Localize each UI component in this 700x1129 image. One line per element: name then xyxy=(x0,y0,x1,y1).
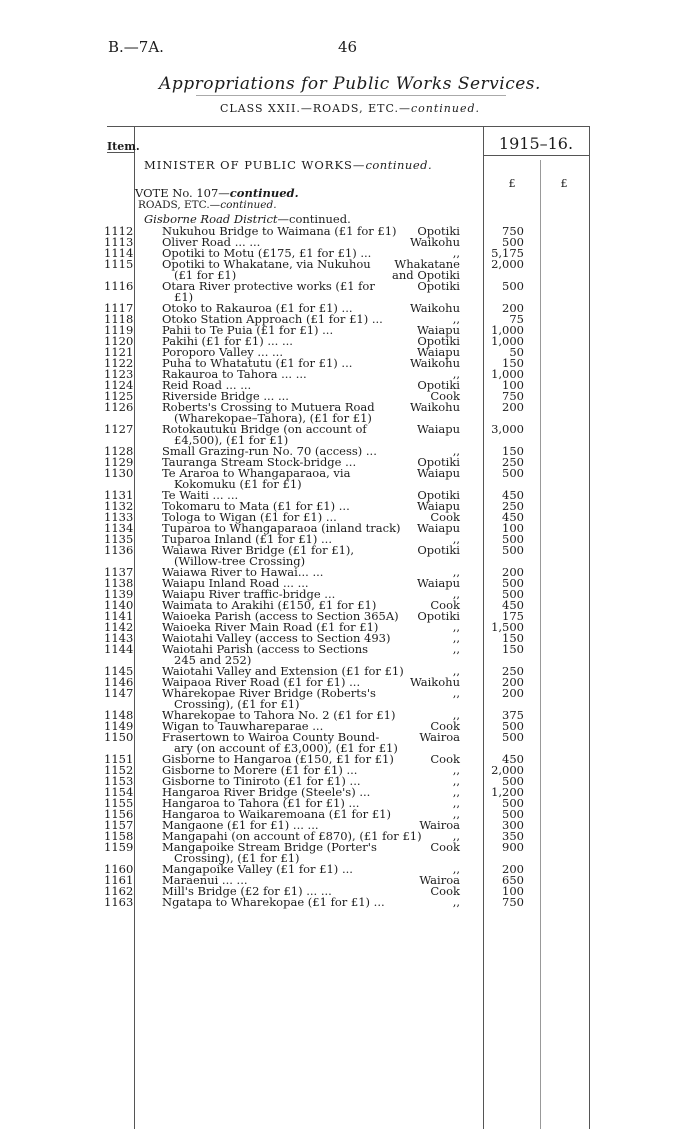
item-number: 1159 xyxy=(104,840,134,854)
item-description-line: Roberts's Crossing to Mutuera Road xyxy=(162,400,375,414)
item-description xyxy=(162,281,406,303)
amount-value: 300 xyxy=(502,818,524,832)
item-description-continuation: Crossing), (£1 for £1) xyxy=(174,851,300,865)
item-number: 1127 xyxy=(104,422,134,436)
electoral-district xyxy=(392,402,460,413)
item-number: 1155 xyxy=(104,796,134,810)
electoral-district-line: ,, xyxy=(452,763,460,777)
item-description-line: Waioeka River Main Road (£1 for £1) xyxy=(162,620,379,634)
amount-value: 500 xyxy=(502,466,524,480)
electoral-district xyxy=(392,237,460,248)
electoral-district-line: Waikohu xyxy=(409,675,460,689)
item-description-line: Opotiki to Motu (£175, £1 for £1) ... xyxy=(162,246,372,260)
amount-value: 250 xyxy=(502,664,524,678)
electoral-district-line: Wairoa xyxy=(419,730,460,744)
item-description-line: Mangapoike Stream Bridge (Porter's xyxy=(162,840,377,854)
item-number: 1128 xyxy=(104,444,134,458)
pound-unit-col2: £ xyxy=(560,177,568,190)
item-description-line: Hangaroa to Tahora (£1 for £1) ... xyxy=(162,796,360,810)
electoral-district-line: ,, xyxy=(452,620,460,634)
amount-value: 200 xyxy=(502,675,524,689)
item-description-line: Otoko to Rakauroa (£1 for £1) ... xyxy=(162,301,353,315)
minister-heading-continued: continued. xyxy=(365,158,433,172)
item-description xyxy=(162,545,406,567)
amount-value: 2,000 xyxy=(491,257,524,271)
electoral-district xyxy=(392,633,460,644)
amount-value: 100 xyxy=(502,521,524,535)
amount-value: 200 xyxy=(502,686,524,700)
class-heading-continued: continued. xyxy=(410,102,480,115)
amount-value: 175 xyxy=(502,609,524,623)
electoral-district-line: ,, xyxy=(452,664,460,678)
item-description-line: Waiotahi Valley and Extension (£1 for £1) xyxy=(162,664,404,678)
electoral-district xyxy=(392,468,460,479)
electoral-district-line: ,, xyxy=(452,796,460,810)
page-reference: B.—7A. xyxy=(108,38,164,56)
electoral-district-line: Waiapu xyxy=(417,576,460,590)
item-number: 1150 xyxy=(104,730,134,744)
year-column-header: 1915–16. xyxy=(498,134,574,153)
item-number: 1117 xyxy=(104,301,134,315)
item-description-continuation: Kokomuku (£1 for £1) xyxy=(174,477,302,491)
item-number: 1162 xyxy=(104,884,134,898)
item-number: 1134 xyxy=(104,521,134,535)
item-number: 1154 xyxy=(104,785,134,799)
item-description-line: Pakihi (£1 for £1) ... ... xyxy=(162,334,293,348)
item-number: 1145 xyxy=(104,664,134,678)
item-column-rule xyxy=(134,127,135,1129)
electoral-district-line: Cook xyxy=(430,598,460,612)
item-number: 1113 xyxy=(104,235,134,249)
amount-value: 450 xyxy=(502,510,524,524)
item-number: 1123 xyxy=(104,367,134,381)
item-description-line: Hangaroa to Waikaremoana (£1 for £1) xyxy=(162,807,391,821)
amount-column-rule-middle xyxy=(540,160,541,1129)
item-number: 1161 xyxy=(104,873,134,887)
electoral-district xyxy=(392,578,460,589)
table-top-rule xyxy=(107,126,590,127)
item-description-line: Riverside Bridge ... ... xyxy=(162,389,289,403)
electoral-district-line: Opotiki xyxy=(417,455,460,469)
item-number: 1131 xyxy=(104,488,134,502)
amount-value: 500 xyxy=(502,807,524,821)
year-head-rule xyxy=(484,155,590,156)
item-description-line: Gisborne to Hangaroa (£150, £1 for £1) xyxy=(162,752,394,766)
item-description-line: Te Waiti ... ... xyxy=(162,488,239,502)
electoral-district-line: Waiapu xyxy=(417,345,460,359)
electoral-district-line: Opotiki xyxy=(417,279,460,293)
amount-value: 3,000 xyxy=(491,422,524,436)
item-description xyxy=(162,644,406,666)
amount-value: 150 xyxy=(502,631,524,645)
item-description-continuation: (Wharekopae–Tahora), (£1 for £1) xyxy=(174,411,372,425)
electoral-district-line: Wairoa xyxy=(419,818,460,832)
electoral-district xyxy=(392,732,460,743)
electoral-district-line: Cook xyxy=(430,752,460,766)
amount-value: 1,200 xyxy=(491,785,524,799)
item-description-line: Mangapoike Valley (£1 for £1) ... xyxy=(162,862,353,876)
item-description-line: Waiawa River Bridge (£1 for £1), xyxy=(162,543,355,557)
amount-value: 150 xyxy=(502,356,524,370)
district-heading-text: Gisborne Road District xyxy=(144,212,278,226)
item-number: 1151 xyxy=(104,752,134,766)
electoral-district xyxy=(392,303,460,314)
amount-value: 500 xyxy=(502,543,524,557)
electoral-district-line: Opotiki xyxy=(417,224,460,238)
item-description-line: Frasertown to Wairoa County Bound- xyxy=(162,730,380,744)
item-description xyxy=(162,897,406,908)
item-description-line: Pahii to Te Puia (£1 for £1) ... xyxy=(162,323,334,337)
minister-heading xyxy=(144,158,432,172)
item-description-line: Gisborne to Morere (£1 for £1) ... xyxy=(162,763,358,777)
amount-value: 50 xyxy=(509,345,524,359)
electoral-district-line: Waikohu xyxy=(409,356,460,370)
electoral-district-line: Waiapu xyxy=(417,466,460,480)
electoral-district-line: ,, xyxy=(452,785,460,799)
pound-unit-col1: £ xyxy=(508,177,516,190)
electoral-district-line: Waiapu xyxy=(417,323,460,337)
electoral-district-line: Cook xyxy=(430,840,460,854)
item-description-line: Waipaoa River Road (£1 for £1) ... xyxy=(162,675,361,689)
item-description-line: Oliver Road ... ... xyxy=(162,235,261,249)
item-number: 1148 xyxy=(104,708,134,722)
page-title: Appropriations for Public Works Services. xyxy=(159,74,541,94)
electoral-district-line: ,, xyxy=(452,895,460,909)
electoral-district-line: Opotiki xyxy=(417,378,460,392)
item-description-line: Maraenui ... ... xyxy=(162,873,248,887)
electoral-district-line: ,, xyxy=(452,774,460,788)
electoral-district-line: ,, xyxy=(452,829,460,843)
electoral-district-line: ,, xyxy=(452,444,460,458)
electoral-district xyxy=(392,765,460,776)
electoral-district xyxy=(392,358,460,369)
item-description-line: Ngatapa to Wharekopae (£1 for £1) ... xyxy=(162,895,385,909)
item-description xyxy=(162,402,406,424)
amount-value: 350 xyxy=(502,829,524,843)
amount-value: 150 xyxy=(502,444,524,458)
amount-value: 500 xyxy=(502,532,524,546)
amount-value: 450 xyxy=(502,598,524,612)
item-description-line: Otoko Station Approach (£1 for £1) ... xyxy=(162,312,383,326)
item-description-line: Small Grazing-run No. 70 (access) ... xyxy=(162,444,377,458)
item-number: 1140 xyxy=(104,598,134,612)
electoral-district-line: ,, xyxy=(452,686,460,700)
electoral-district xyxy=(392,798,460,809)
item-description-line: Nukuhou Bridge to Waimana (£1 for £1) xyxy=(162,224,397,238)
electoral-district-line: ,, xyxy=(452,565,460,579)
item-description-line: Rakauroa to Tahora ... ... xyxy=(162,367,307,381)
electoral-district xyxy=(392,688,460,699)
electoral-district-line: Opotiki xyxy=(417,609,460,623)
item-description-line: Mangaone (£1 for £1) ... ... xyxy=(162,818,319,832)
amount-column-rule-right xyxy=(589,127,590,1129)
electoral-district xyxy=(392,281,460,292)
item-number: 1132 xyxy=(104,499,134,513)
item-number: 1116 xyxy=(104,279,134,293)
item-number: 1142 xyxy=(104,620,134,634)
electoral-district-line: Cook xyxy=(430,389,460,403)
item-description-line: Rotokautuku Bridge (on account of xyxy=(162,422,367,436)
electoral-district-line: Waiapu xyxy=(417,499,460,513)
item-number: 1141 xyxy=(104,609,134,623)
item-description xyxy=(162,468,406,490)
item-description-continuation: (Willow-tree Crossing) xyxy=(174,554,306,568)
amount-value: 500 xyxy=(502,576,524,590)
electoral-district-line: ,, xyxy=(452,631,460,645)
item-number: 1160 xyxy=(104,862,134,876)
item-number: 1114 xyxy=(104,246,134,260)
electoral-district-line: Wairoa xyxy=(419,873,460,887)
item-description xyxy=(162,732,406,754)
electoral-district-line: Opotiki xyxy=(417,543,460,557)
electoral-district-line: Waikohu xyxy=(409,235,460,249)
amount-value: 1,000 xyxy=(491,367,524,381)
amount-value: 500 xyxy=(502,235,524,249)
amount-value: 450 xyxy=(502,488,524,502)
item-number: 1112 xyxy=(104,224,134,238)
electoral-district-line: ,, xyxy=(452,862,460,876)
item-description-line: Waimata to Arakihi (£150, £1 for £1) xyxy=(162,598,377,612)
item-number: 1147 xyxy=(104,686,134,700)
electoral-district xyxy=(392,259,460,281)
item-number: 1135 xyxy=(104,532,134,546)
item-description-line: Reid Road ... ... xyxy=(162,378,252,392)
item-description-line: Wigan to Tauwhareparae ... xyxy=(162,719,324,733)
item-description xyxy=(162,688,406,710)
item-description-continuation: 245 and 252) xyxy=(174,653,252,667)
title-rule xyxy=(196,95,506,96)
amount-value: 500 xyxy=(502,730,524,744)
amount-value: 1,000 xyxy=(491,323,524,337)
amount-value: 750 xyxy=(502,224,524,238)
electoral-district-line: Opotiki xyxy=(417,488,460,502)
amount-value: 150 xyxy=(502,642,524,656)
electoral-district xyxy=(392,842,460,853)
item-description-continuation: £4,500), (£1 for £1) xyxy=(174,433,289,447)
electoral-district-line: Waikohu xyxy=(409,400,460,414)
district-heading-continued: —continued. xyxy=(277,212,351,226)
electoral-district xyxy=(392,644,460,655)
electoral-district-continuation: and Opotiki xyxy=(392,268,460,282)
item-number: 1144 xyxy=(104,642,134,656)
item-description-line: Wharekopae to Tahora No. 2 (£1 for £1) xyxy=(162,708,396,722)
amount-value: 200 xyxy=(502,400,524,414)
electoral-district xyxy=(392,545,460,556)
item-description-line: Tuparoa to Whangaparaoa (inland track) xyxy=(162,521,401,535)
roads-subheading-continued: continued. xyxy=(220,199,277,211)
item-description-line: Tologa to Wigan (£1 for £1) ... xyxy=(162,510,337,524)
class-heading-text: CLASS XXII.—ROADS, ETC.— xyxy=(219,102,411,115)
electoral-district-line: Waikohu xyxy=(409,301,460,315)
vote-heading-continued: continued. xyxy=(229,186,299,200)
amount-value: 650 xyxy=(502,873,524,887)
amount-value: 100 xyxy=(502,378,524,392)
amount-value: 500 xyxy=(502,774,524,788)
electoral-district-line: Cook xyxy=(430,510,460,524)
item-number: 1163 xyxy=(104,895,134,909)
item-number: 1136 xyxy=(104,543,134,557)
item-description-line: Otara River protective works (£1 for xyxy=(162,279,375,293)
item-description-line: Gisborne to Tiniroto (£1 for £1) ... xyxy=(162,774,361,788)
item-number: 1120 xyxy=(104,334,134,348)
item-number: 1156 xyxy=(104,807,134,821)
amount-value: 500 xyxy=(502,587,524,601)
item-number: 1121 xyxy=(104,345,134,359)
amount-value: 200 xyxy=(502,301,524,315)
vote-heading xyxy=(135,186,299,200)
amount-value: 250 xyxy=(502,455,524,469)
electoral-district-line: Waiapu xyxy=(417,422,460,436)
electoral-district xyxy=(392,622,460,633)
amount-value: 500 xyxy=(502,719,524,733)
item-number: 1137 xyxy=(104,565,134,579)
item-number: 1118 xyxy=(104,312,134,326)
electoral-district-line: Cook xyxy=(430,884,460,898)
amount-value: 900 xyxy=(502,840,524,854)
item-number: 1158 xyxy=(104,829,134,843)
item-number: 1149 xyxy=(104,719,134,733)
electoral-district xyxy=(392,424,460,435)
item-description-continuation: ary (on account of £3,000), (£1 for £1) xyxy=(174,741,398,755)
amount-value: 500 xyxy=(502,279,524,293)
item-number: 1122 xyxy=(104,356,134,370)
item-description xyxy=(162,842,406,864)
item-number: 1146 xyxy=(104,675,134,689)
item-description xyxy=(162,424,406,446)
roads-subheading-text: ROADS, ETC.— xyxy=(138,199,221,211)
roads-subheading xyxy=(138,199,277,211)
item-description-line: Waiawa River to Hawai... ... xyxy=(162,565,324,579)
amount-value: 375 xyxy=(502,708,524,722)
item-description-line: Waiapu Inland Road ... ... xyxy=(162,576,309,590)
electoral-district xyxy=(392,754,460,765)
amount-value: 500 xyxy=(502,796,524,810)
item-description-line: Waiotahi Valley (access to Section 493) xyxy=(162,631,391,645)
electoral-district xyxy=(392,897,460,908)
item-description-line: Waioeka Parish (access to Section 365A) xyxy=(162,609,399,623)
item-description-line: Puha to Whatatutu (£1 for £1) ... xyxy=(162,356,353,370)
item-number: 1138 xyxy=(104,576,134,590)
electoral-district xyxy=(392,677,460,688)
item-description-line: Wharekopae River Bridge (Roberts's xyxy=(162,686,376,700)
item-description-line: Tokomaru to Mata (£1 for £1) ... xyxy=(162,499,350,513)
electoral-district-line: Opotiki xyxy=(417,334,460,348)
item-number: 1153 xyxy=(104,774,134,788)
electoral-district-line: ,, xyxy=(452,708,460,722)
item-description-line: Te Araroa to Whangaparaoa, via xyxy=(162,466,351,480)
amount-value: 1,500 xyxy=(491,620,524,634)
item-number: 1115 xyxy=(104,257,134,271)
electoral-district xyxy=(392,886,460,897)
item-number: 1119 xyxy=(104,323,134,337)
electoral-district xyxy=(392,787,460,798)
item-number: 1157 xyxy=(104,818,134,832)
item-description-line: Mill's Bridge (£2 for £1) ... ... xyxy=(162,884,332,898)
electoral-district-line: ,, xyxy=(452,532,460,546)
item-number: 1139 xyxy=(104,587,134,601)
class-heading xyxy=(0,102,700,115)
electoral-district-line: ,, xyxy=(452,807,460,821)
item-description-line: Tuparoa Inland (£1 for £1) ... xyxy=(162,532,332,546)
item-number: 1152 xyxy=(104,763,134,777)
item-number: 1130 xyxy=(104,466,134,480)
amount-value: 200 xyxy=(502,565,524,579)
electoral-district-line: ,, xyxy=(452,312,460,326)
amount-value: 750 xyxy=(502,389,524,403)
amount-value: 75 xyxy=(509,312,524,326)
electoral-district-line: Waiapu xyxy=(417,521,460,535)
item-number: 1124 xyxy=(104,378,134,392)
item-number: 1125 xyxy=(104,389,134,403)
vote-heading-text: VOTE No. 107— xyxy=(135,186,230,200)
electoral-district-line: Cook xyxy=(430,719,460,733)
item-description-line: Waiotahi Parish (access to Sections xyxy=(162,642,369,656)
item-number: 1129 xyxy=(104,455,134,469)
amount-value: 2,000 xyxy=(491,763,524,777)
amount-value: 1,000 xyxy=(491,334,524,348)
amount-value: 750 xyxy=(502,895,524,909)
electoral-district-line: ,, xyxy=(452,642,460,656)
electoral-district-line: ,, xyxy=(452,246,460,260)
item-description-continuation: £1) xyxy=(174,290,194,304)
electoral-district xyxy=(392,523,460,534)
electoral-district-line: ,, xyxy=(452,367,460,381)
item-description-line: Tauranga Stream Stock-bridge ... xyxy=(162,455,357,469)
amount-value: 450 xyxy=(502,752,524,766)
item-description xyxy=(162,259,406,281)
amount-value: 5,175 xyxy=(491,246,524,260)
item-number: 1126 xyxy=(104,400,134,414)
item-description-continuation: Crossing), (£1 for £1) xyxy=(174,697,300,711)
amount-value: 200 xyxy=(502,862,524,876)
minister-heading-text: MINISTER OF PUBLIC WORKS— xyxy=(144,158,366,172)
item-number: 1143 xyxy=(104,631,134,645)
amount-value: 250 xyxy=(502,499,524,513)
item-number: 1133 xyxy=(104,510,134,524)
item-description-line: Opotiki to Whakatane, via Nukuhou xyxy=(162,257,371,271)
electoral-district xyxy=(392,611,460,622)
item-description-line: Poroporo Valley ... ... xyxy=(162,345,283,359)
item-description-line: Hangaroa River Bridge (Steele's) ... xyxy=(162,785,371,799)
item-description-continuation: (£1 for £1) xyxy=(174,268,237,282)
electoral-district xyxy=(392,776,460,787)
item-description-line: Mangapahi (on account of £870), (£1 for £1) xyxy=(162,829,422,843)
electoral-district-line: ,, xyxy=(452,587,460,601)
item-column-header: Item. xyxy=(107,140,140,153)
page-number: 46 xyxy=(338,38,358,56)
amount-value: 100 xyxy=(502,884,524,898)
electoral-district-line: Whakatane xyxy=(394,257,460,271)
item-description-line: Waiapu River traffic-bridge ... xyxy=(162,587,336,601)
